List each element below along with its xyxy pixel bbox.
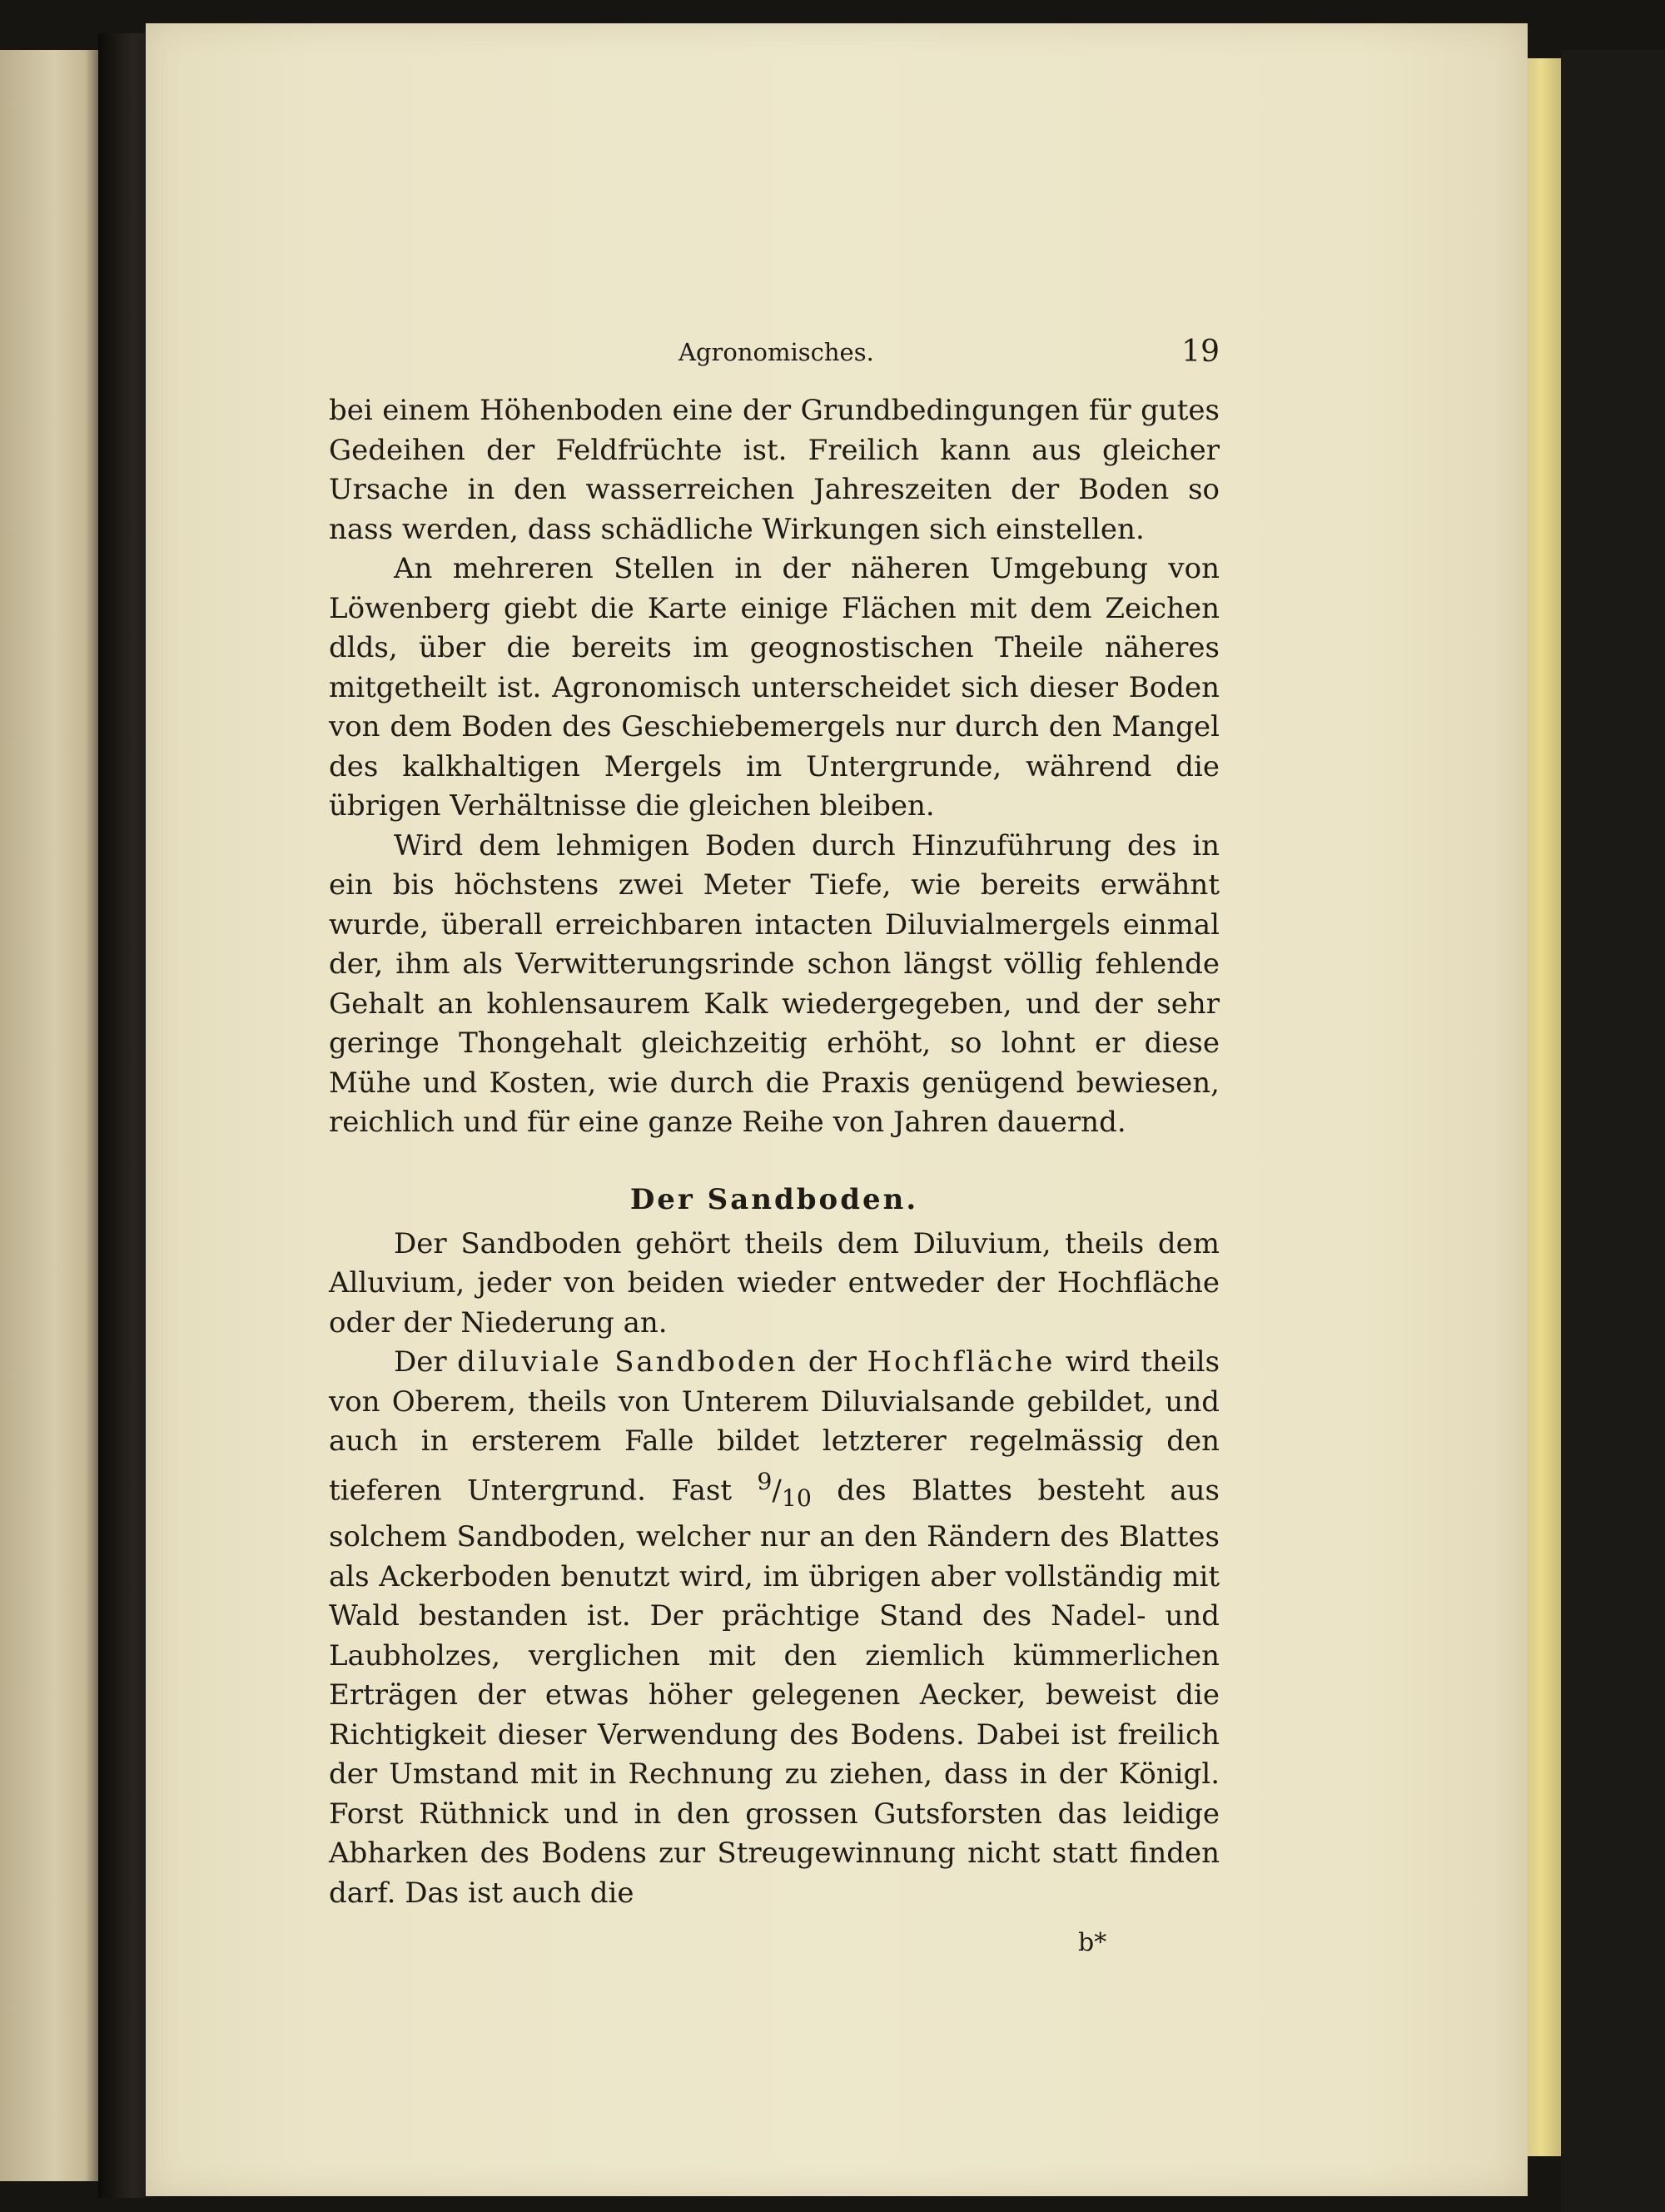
page-text	[329, 335, 1220, 1971]
facing-page-edge	[0, 50, 100, 2181]
text-run: wird theils von Oberem, theils von Unterem Diluvialsande gebildet, und auch in ersterem Falle bildet letzterer regelmässig den tieferen Untergrund. Fast	[329, 1345, 1220, 1507]
book-cover	[1561, 50, 1665, 2212]
text-run: des Blattes besteht aus solchem Sandboden, welcher nur an den Rändern des Blattes als Ackerboden benutzt wird, im übrigen aber vollständig mit Wald bestanden ist. Der prächtige Stand des Nadel- und Laubholzes, verglichen mit den ziemlich kümmerlichen Erträgen der etwas höher gelegenen Aecker, beweist die Richtigkeit dieser Verwendung des Bodens. Dabei ist freilich der Umstand mit in Rechnung zu ziehen, dass in der Königl. Forst Rüthnick und in den grossen Gutsforsten das leidige Abharken des Bodens zur Streugewinnung nicht statt finden darf. Das ist auch die	[329, 1473, 1220, 1910]
fraction-numerator: 9	[757, 1467, 773, 1495]
running-title: Agronomisches.	[678, 338, 874, 366]
fraction-denominator: 10	[781, 1484, 812, 1512]
spaced-term: Hochfläche	[867, 1345, 1056, 1379]
signature-line	[329, 1921, 1220, 1971]
signature-mark: b*	[1078, 1928, 1107, 1958]
spaced-term: diluviale Sandboden	[457, 1345, 798, 1379]
paragraph-loewenberg: An mehreren Stellen in der näheren Umgebung von Löwenberg giebt die Karte einige Flächen mit dem Zeichen dlds, über die bereits im geognostischen Theile näheres mitgetheilt ist. Agronomisch unterscheidet sich dieser Boden von dem Boden des Geschiebemergels nur durch den Mangel des kalkhaltigen Mergels im Untergrunde, während die übrigen Verhältnisse die gleichen bleiben.	[329, 552, 1220, 823]
running-head	[329, 335, 1220, 375]
page-number: 19	[1181, 335, 1220, 369]
paragraph-sandboden-intro: Der Sandboden gehört theils dem Diluvium, theils dem Alluvium, jeder von beiden wieder entweder der Hochfläche oder der Niederung an.	[329, 1226, 1220, 1340]
page-block-edge	[1528, 58, 1561, 2156]
paragraph-diluvialer-sandboden: Der diluviale Sandboden der Hochfläche wird theils von Oberem, theils von Unterem Diluvialsande gebildet, und auch in ersterem Falle bildet letzterer regelmässig den tieferen Untergrund. Fast $^9/_{10}$ des Blattes besteht aus solchem Sandboden, welcher nur an den Rändern des Blattes als Ackerboden benutzt wird, im übrigen aber vollständig mit Wald bestanden ist. Der prächtige Stand des Nadel- und Laubholzes, verglichen mit den ziemlich kümmerlichen Erträgen der etwas höher gelegenen Aecker, beweist die Richtigkeit dieser Verwendung des Bodens. Dabei ist freilich der Umstand mit in Rechnung zu ziehen, dass in der Königl. Forst Rüthnick und in den grossen Gutsforsten das leidige Abharken des Bodens zur Streugewinnung nicht statt finden darf. Das ist auch die	[329, 1345, 1220, 1910]
section-heading: Der Sandboden.	[629, 1182, 919, 1216]
paragraph-continuation: bei einem Höhenboden eine der Grundbedingungen für gutes Gedeihen der Feldfrüchte ist. Freilich kann aus gleicher Ursache in den wasserreichen Jahreszeiten der Boden so nass werden, dass schädliche Wirkungen sich einstellen.	[329, 394, 1220, 546]
text-run: Der	[394, 1345, 447, 1379]
text-run: der	[808, 1345, 857, 1379]
paragraph-lehmboden: Wird dem lehmigen Boden durch Hinzuführung des in ein bis höchstens zwei Meter Tiefe, wie bereits erwähnt wurde, überall erreichbaren intacten Diluvialmergels einmal der, ihm als Verwitterungsrinde schon längst völlig fehlende Gehalt an kohlensaurem Kalk wiedergegeben, und der sehr geringe Thongehalt gleichzeitig erhöht, so lohnt er diese Mühe und Kosten, wie durch die Praxis genügend bewiesen, reichlich und für eine ganze Reihe von Jahren dauernd.	[329, 828, 1220, 1139]
